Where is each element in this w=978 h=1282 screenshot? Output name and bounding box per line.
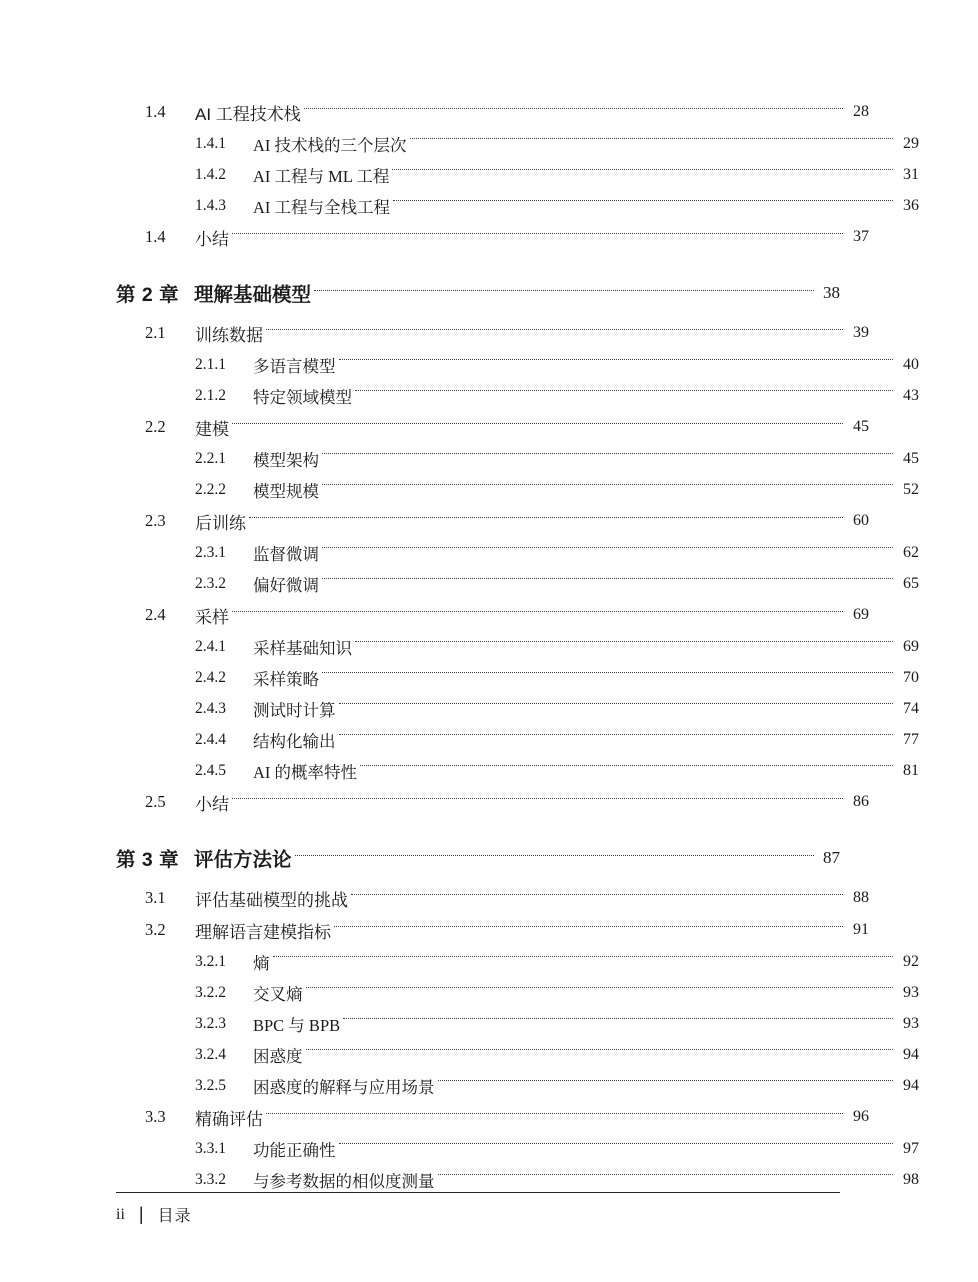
toc-entry-page-number: 37 [853, 228, 869, 245]
toc-entry-page-number: 94 [903, 1045, 919, 1063]
toc-entry-title: 精确评估 [195, 1109, 263, 1129]
toc-dot-leader [232, 611, 843, 612]
toc-entry-title: 评估方法论 [194, 849, 292, 871]
toc-list [116, 96, 919, 1195]
footer-running-head: 目录 [157, 1208, 192, 1225]
toc-entry-chapter[interactable] [116, 273, 840, 313]
toc-entry-title: 特定领域模型 [253, 387, 352, 407]
toc-entry-page-number: 60 [853, 512, 869, 529]
toc-entry-number: 2.2 [145, 417, 166, 436]
toc-dot-leader [360, 765, 893, 766]
toc-entry-subsection[interactable] [195, 1039, 919, 1070]
toc-entry-subsection[interactable] [195, 755, 919, 786]
toc-entry-title: AI 工程与 ML 工程 [253, 166, 390, 186]
toc-dot-leader [304, 108, 843, 109]
toc-entry-number: 3.2.2 [195, 983, 226, 1001]
toc-entry-title: 结构化输出 [253, 731, 336, 751]
toc-entry-number: 2.4.2 [195, 668, 226, 686]
toc-entry-section[interactable] [145, 505, 869, 537]
toc-entry-number: 2.3 [145, 511, 166, 530]
toc-entry-page-number: 81 [903, 761, 919, 779]
toc-dot-leader [339, 734, 894, 735]
toc-dot-leader [295, 855, 814, 856]
toc-dot-leader [249, 517, 843, 518]
toc-entry-title: 采样基础知识 [253, 638, 352, 658]
toc-entry-subsection[interactable] [195, 380, 919, 411]
toc-entry-page-number: 87 [823, 848, 840, 867]
toc-dot-leader [266, 1113, 843, 1114]
toc-entry-subsection[interactable] [195, 1008, 919, 1039]
toc-entry-title: 训练数据 [195, 325, 263, 345]
toc-entry-number: 3.1 [145, 888, 166, 907]
toc-dot-leader [306, 987, 894, 988]
toc-dot-leader [306, 1049, 894, 1050]
toc-entry-section[interactable] [145, 96, 869, 128]
toc-dot-leader [343, 1018, 893, 1019]
toc-entry-number: 3.2.4 [195, 1045, 226, 1063]
toc-entry-subsection[interactable] [195, 349, 919, 380]
toc-entry-page-number: 91 [853, 921, 869, 938]
toc-entry-page-number: 38 [823, 283, 840, 302]
toc-entry-section[interactable] [145, 786, 869, 818]
toc-entry-page-number: 92 [903, 952, 919, 970]
toc-dot-leader [232, 423, 843, 424]
toc-entry-subsection[interactable] [195, 568, 919, 599]
toc-entry-number: 2.4.4 [195, 730, 226, 748]
toc-entry-number: 2.4.3 [195, 699, 226, 717]
toc-entry-title: 监督微调 [253, 544, 319, 564]
toc-entry-title: 偏好微调 [253, 575, 319, 595]
toc-entry-title: AI 工程技术栈 [195, 104, 301, 124]
toc-entry-title: AI 技术栈的三个层次 [253, 135, 407, 155]
page-footer [116, 1203, 840, 1226]
toc-entry-number: 3.3 [145, 1107, 166, 1126]
toc-entry-number: 3.3.1 [195, 1139, 226, 1157]
toc-dot-leader [438, 1080, 894, 1081]
toc-entry-number: 第 3 章 [116, 849, 180, 871]
toc-entry-page-number: 88 [853, 889, 869, 906]
toc-entry-title: 多语言模型 [253, 356, 336, 376]
toc-entry-number: 1.4 [145, 102, 166, 121]
toc-entry-title: 理解基础模型 [194, 284, 312, 306]
toc-entry-title: 与参考数据的相似度测量 [253, 1171, 435, 1191]
toc-entry-section[interactable] [145, 317, 869, 349]
toc-entry-page-number: 86 [853, 793, 869, 810]
toc-entry-number: 3.2.3 [195, 1014, 226, 1032]
toc-entry-subsection[interactable] [195, 724, 919, 755]
toc-entry-number: 1.4.3 [195, 196, 226, 214]
toc-entry-title: 评估基础模型的挑战 [195, 890, 348, 910]
toc-entry-title: 后训练 [195, 513, 246, 533]
toc-entry-number: 2.2.1 [195, 449, 226, 467]
toc-entry-subsection[interactable] [195, 1070, 919, 1101]
toc-entry-section[interactable] [145, 221, 869, 253]
toc-entry-number: 2.3.2 [195, 574, 226, 592]
toc-entry-subsection[interactable] [195, 474, 919, 505]
toc-dot-leader [232, 233, 843, 234]
toc-entry-subsection[interactable] [195, 159, 919, 190]
toc-entry-title: 测试时计算 [253, 700, 336, 720]
toc-entry-number: 2.5 [145, 792, 166, 811]
toc-dot-leader [355, 641, 893, 642]
toc-entry-number: 3.2 [145, 920, 166, 939]
toc-dot-leader [322, 453, 893, 454]
toc-entry-chapter[interactable] [116, 838, 840, 878]
toc-entry-page-number: 62 [903, 543, 919, 561]
toc-entry-page-number: 39 [853, 324, 869, 341]
toc-dot-leader [322, 672, 893, 673]
toc-entry-title: AI 工程与全栈工程 [253, 197, 391, 217]
toc-dot-leader [273, 956, 894, 957]
toc-entry-number: 3.3.2 [195, 1170, 226, 1188]
toc-entry-page-number: 29 [903, 134, 919, 152]
toc-entry-page-number: 69 [853, 606, 869, 623]
toc-entry-page-number: 94 [903, 1076, 919, 1094]
footer-separator: | [138, 1203, 144, 1224]
toc-entry-number: 1.4 [145, 227, 166, 246]
footer-page-number: ii [116, 1205, 125, 1223]
toc-entry-title: 交叉熵 [253, 984, 303, 1004]
toc-entry-page-number: 97 [903, 1139, 919, 1157]
toc-entry-number: 2.1.1 [195, 355, 226, 373]
toc-entry-title: 采样 [195, 607, 229, 627]
toc-entry-title: AI 的概率特性 [253, 762, 358, 782]
toc-entry-title: 困惑度 [253, 1046, 303, 1066]
toc-entry-page-number: 36 [903, 196, 919, 214]
toc-entry-page-number: 43 [903, 386, 919, 404]
toc-entry-number: 2.4 [145, 605, 166, 624]
toc-dot-leader [351, 894, 843, 895]
toc-entry-title: 功能正确性 [253, 1140, 336, 1160]
toc-entry-title: 小结 [195, 229, 229, 249]
toc-dot-leader [438, 1174, 894, 1175]
toc-dot-leader [322, 547, 893, 548]
toc-entry-number: 1.4.2 [195, 165, 226, 183]
toc-entry-number: 2.1.2 [195, 386, 226, 404]
toc-entry-number: 1.4.1 [195, 134, 226, 152]
toc-entry-section[interactable] [145, 411, 869, 443]
toc-dot-leader [339, 1143, 894, 1144]
toc-entry-page-number: 93 [903, 1014, 919, 1032]
toc-entry-subsection[interactable] [195, 537, 919, 568]
toc-entry-page-number: 74 [903, 699, 919, 717]
toc-entry-page-number: 45 [903, 449, 919, 467]
toc-entry-subsection[interactable] [195, 662, 919, 693]
toc-entry-title: 采样策略 [253, 669, 319, 689]
toc-entry-page-number: 31 [903, 165, 919, 183]
toc-entry-page-number: 98 [903, 1170, 919, 1188]
toc-entry-number: 2.3.1 [195, 543, 226, 561]
toc-entry-page-number: 93 [903, 983, 919, 1001]
toc-entry-subsection[interactable] [195, 443, 919, 474]
footer-divider [116, 1192, 840, 1193]
toc-entry-subsection[interactable] [195, 977, 919, 1008]
toc-entry-section[interactable] [145, 1101, 869, 1133]
toc-dot-leader [355, 390, 893, 391]
toc-entry-section[interactable] [145, 882, 869, 914]
toc-entry-title: 建模 [195, 419, 229, 439]
toc-entry-title: 熵 [253, 953, 270, 973]
toc-entry-number: 2.4.1 [195, 637, 226, 655]
toc-entry-number: 2.4.5 [195, 761, 226, 779]
toc-dot-leader [392, 169, 893, 170]
toc-entry-section[interactable] [145, 599, 869, 631]
toc-dot-leader [322, 578, 893, 579]
toc-entry-page-number: 28 [853, 103, 869, 120]
toc-dot-leader [322, 484, 893, 485]
toc-entry-page-number: 70 [903, 668, 919, 686]
toc-entry-title: 理解语言建模指标 [195, 922, 331, 942]
toc-dot-leader [339, 703, 894, 704]
toc-dot-leader [339, 359, 894, 360]
toc-dot-leader [393, 200, 893, 201]
toc-entry-page-number: 52 [903, 480, 919, 498]
toc-entry-number: 2.2.2 [195, 480, 226, 498]
toc-entry-title: 困惑度的解释与应用场景 [253, 1077, 435, 1097]
toc-dot-leader [266, 329, 843, 330]
toc-entry-subsection[interactable] [195, 190, 919, 221]
toc-entry-subsection[interactable] [195, 1133, 919, 1164]
toc-entry-page-number: 69 [903, 637, 919, 655]
toc-entry-number: 2.1 [145, 323, 166, 342]
toc-entry-subsection[interactable] [195, 128, 919, 159]
toc-entry-subsection[interactable] [195, 1164, 919, 1195]
toc-entry-title: 模型规模 [253, 481, 319, 501]
toc-entry-title: BPC 与 BPB [253, 1015, 341, 1035]
toc-entry-page-number: 40 [903, 355, 919, 373]
toc-entry-subsection[interactable] [195, 693, 919, 724]
toc-entry-page-number: 45 [853, 418, 869, 435]
toc-entry-page-number: 77 [903, 730, 919, 748]
toc-entry-title: 模型架构 [253, 450, 319, 470]
toc-entry-title: 小结 [195, 794, 229, 814]
toc-entry-section[interactable] [145, 914, 869, 946]
toc-entry-page-number: 65 [903, 574, 919, 592]
toc-entry-number: 3.2.1 [195, 952, 226, 970]
toc-dot-leader [232, 798, 843, 799]
toc-dot-leader [314, 290, 814, 291]
toc-dot-leader [410, 138, 893, 139]
toc-entry-number: 第 2 章 [116, 284, 180, 306]
toc-entry-subsection[interactable] [195, 631, 919, 662]
toc-entry-number: 3.2.5 [195, 1076, 226, 1094]
toc-dot-leader [334, 926, 843, 927]
toc-entry-subsection[interactable] [195, 946, 919, 977]
toc-entry-page-number: 96 [853, 1108, 869, 1125]
